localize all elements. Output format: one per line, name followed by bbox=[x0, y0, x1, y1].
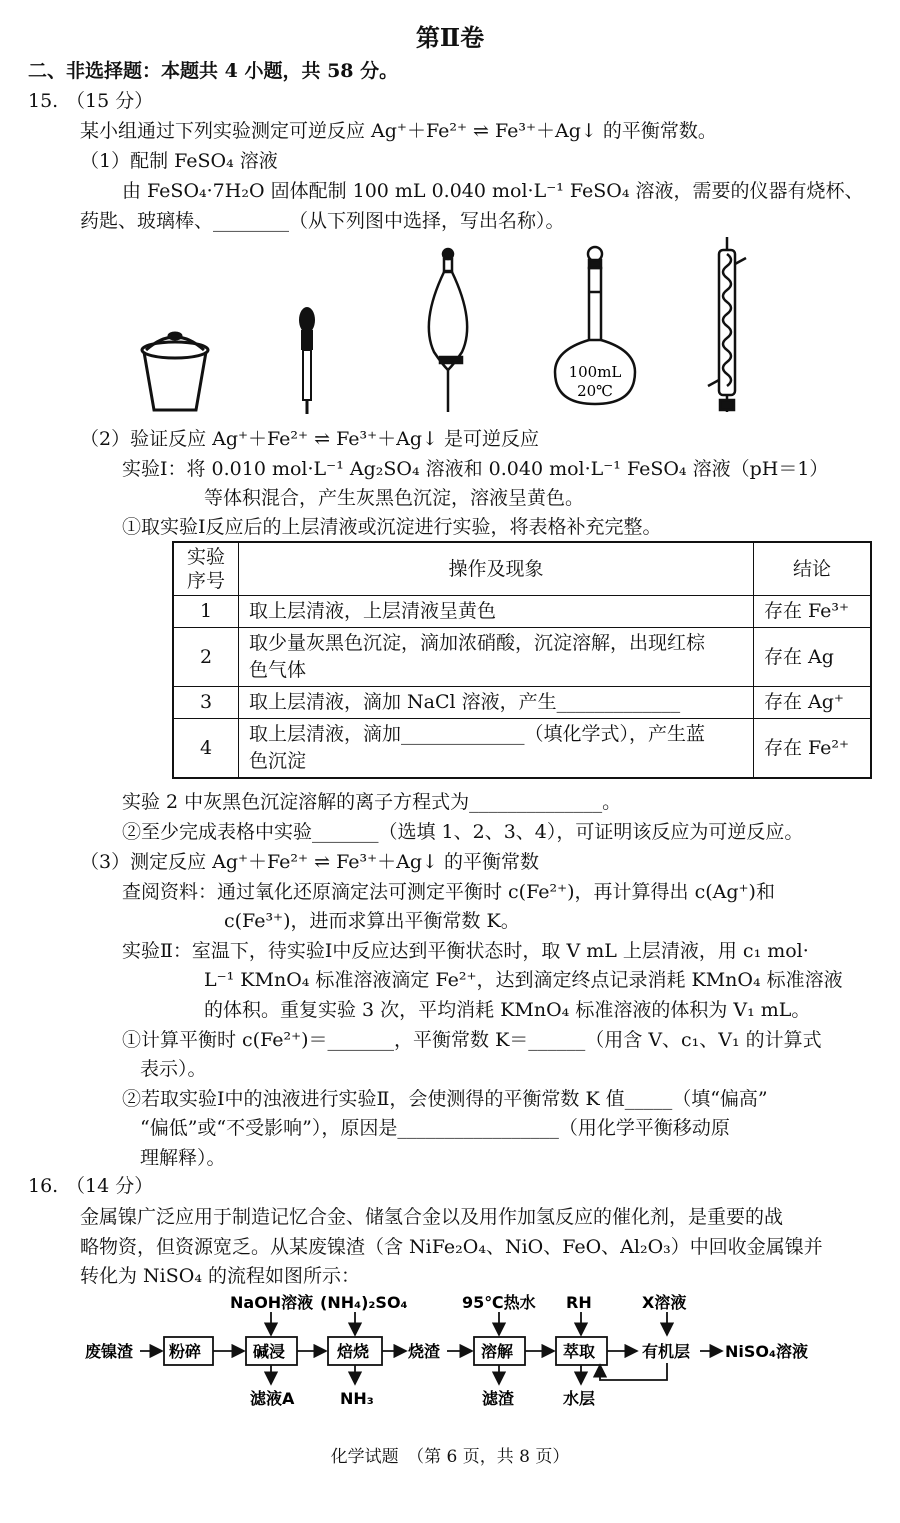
flow-input-x: X溶液 bbox=[642, 1293, 687, 1312]
row-no: 2 bbox=[173, 628, 239, 687]
dropper-icon bbox=[299, 307, 315, 414]
flow-output-aqueous: 水层 bbox=[563, 1389, 596, 1408]
table-header-row bbox=[173, 542, 871, 596]
row-no: 3 bbox=[173, 687, 239, 719]
q15-ref-line1: 查阅资料：通过氧化还原滴定法可测定平衡时 c(Fe²⁺)，再计算得出 c(Ag⁺)和 bbox=[122, 881, 775, 903]
row-op-line1: 取上层清液，上层清液呈黄色 bbox=[249, 600, 497, 622]
row-op bbox=[239, 628, 754, 687]
q15-exp2-line1: 实验Ⅱ：室温下，待实验Ⅰ中反应达到平衡状态时，取 V mL 上层清液，用 c₁ mol· bbox=[122, 940, 809, 962]
apparatus-figure bbox=[130, 232, 770, 422]
flow-input-naoh: NaOH溶液 bbox=[230, 1293, 314, 1312]
header-no bbox=[173, 542, 239, 596]
q16-number: 16. bbox=[28, 1175, 59, 1197]
row-no: 4 bbox=[173, 719, 239, 779]
flow-output-residue: 滤渣 bbox=[482, 1389, 515, 1408]
row-conclusion: 存在 Fe³⁺ bbox=[754, 596, 872, 628]
row-no: 1 bbox=[173, 596, 239, 628]
flow-input-water: 95℃热水 bbox=[462, 1293, 536, 1312]
header-conclusion: 结论 bbox=[754, 542, 872, 596]
header-op: 操作及现象 bbox=[239, 542, 754, 596]
flow-box-dissolve: 溶解 bbox=[481, 1342, 514, 1361]
row-op-line2: 色沉淀 bbox=[249, 750, 307, 772]
row-op bbox=[239, 719, 754, 779]
flow-box-roast: 焙烧 bbox=[337, 1342, 370, 1361]
q15-sub2: ②至少完成表格中实验_______（选填 1、2、3、4），可证明该反应为可逆反应。 bbox=[122, 821, 804, 843]
flow-end: NiSO₄溶液 bbox=[725, 1342, 809, 1361]
q15-intro: 某小组通过下列实验测定可逆反应 Ag⁺＋Fe²⁺ ⇌ Fe³⁺＋Ag↓ 的平衡常数。 bbox=[80, 120, 717, 142]
flow-box-crush: 粉碎 bbox=[169, 1342, 202, 1361]
table-row bbox=[173, 628, 871, 687]
row-conclusion: 存在 Ag bbox=[754, 628, 872, 687]
flow-mid: 烧渣 bbox=[408, 1342, 441, 1361]
table-row bbox=[173, 687, 871, 719]
process-flowchart bbox=[0, 1290, 900, 1420]
q15-exp1-line2: 等体积混合，产生灰黑色沉淀，溶液呈黄色。 bbox=[204, 487, 585, 509]
row-op-line1: 取上层清液，滴加 NaCl 溶液，产生_____________ bbox=[249, 691, 681, 713]
flow-output-nh3: NH₃ bbox=[340, 1389, 374, 1408]
q15-part2-title: （2）验证反应 Ag⁺＋Fe²⁺ ⇌ Fe³⁺＋Ag↓ 是可逆反应 bbox=[80, 428, 539, 450]
condenser-icon bbox=[708, 237, 746, 412]
q15-c1-line1: ①计算平衡时 c(Fe²⁺)＝_______，平衡常数 K＝______（用含 V、c₁、V₁ 的计算式 bbox=[122, 1029, 822, 1051]
row-op-line1: 取少量灰黑色沉淀，滴加浓硝酸，沉淀溶解，出现红棕 bbox=[249, 632, 706, 654]
q15-exp2-line2: L⁻¹ KMnO₄ 标准溶液滴定 Fe²⁺，达到滴定终点记录消耗 KMnO₄ 标准溶液 bbox=[204, 969, 843, 991]
flow-organic: 有机层 bbox=[642, 1342, 691, 1361]
row-conclusion: 存在 Ag⁺ bbox=[754, 687, 872, 719]
header-no-line1: 实验 bbox=[186, 546, 225, 568]
q15-c2-line1: ②若取实验Ⅰ中的浊液进行实验Ⅱ，会使测得的平衡常数 K 值_____（填“偏高” bbox=[122, 1088, 768, 1110]
q15-part3-title: （3）测定反应 Ag⁺＋Fe²⁺ ⇌ Fe³⁺＋Ag↓ 的平衡常数 bbox=[80, 851, 539, 873]
separatory-funnel-icon bbox=[429, 249, 467, 412]
row-op bbox=[239, 687, 754, 719]
section-heading: 二、非选择题：本题共 4 小题，共 58 分。 bbox=[28, 60, 399, 82]
q15-part1-title: （1）配制 FeSO₄ 溶液 bbox=[80, 150, 278, 172]
q15-ref-line2: c(Fe³⁺)，进而求算出平衡常数 K。 bbox=[224, 910, 520, 932]
flask-label-volume: 100mL bbox=[568, 363, 622, 381]
table-row bbox=[173, 719, 871, 779]
q15-sub1: ①取实验Ⅰ反应后的上层清液或沉淀进行实验，将表格补充完整。 bbox=[122, 516, 662, 538]
crucible-icon bbox=[142, 333, 208, 410]
q15-exp2-line3: 的体积。重复实验 3 次，平均消耗 KMnO₄ 标准溶液的体积为 V₁ mL。 bbox=[204, 999, 811, 1021]
experiment-table bbox=[172, 541, 872, 779]
row-op-line2: 色气体 bbox=[249, 659, 307, 681]
q15-part1-line2: 药匙、玻璃棒、________（从下列图中选择，写出名称）。 bbox=[80, 210, 565, 232]
q15-c2-line3: 理解释）。 bbox=[140, 1147, 226, 1169]
q15-part1-line1: 由 FeSO₄·7H₂O 固体配制 100 mL 0.040 mol·L⁻¹ FeSO₄ 溶液，需要的仪器有烧杯、 bbox=[122, 180, 864, 202]
flask-label-temp: 20℃ bbox=[577, 382, 613, 400]
q16-line3: 转化为 NiSO₄ 的流程如图所示： bbox=[80, 1265, 360, 1287]
q15-c2-line2: “偏低”或“不受影响”），原因是_________________（用化学平衡移动原 bbox=[140, 1117, 730, 1139]
flow-output-filtrate: 滤液A bbox=[250, 1389, 295, 1408]
flow-input-nh4so4: (NH₄)₂SO₄ bbox=[320, 1293, 408, 1312]
flow-box-alkali: 碱浸 bbox=[253, 1342, 286, 1361]
page-footer: 化学试题 （第 6 页，共 8 页） bbox=[330, 1447, 570, 1467]
q15-number: 15. bbox=[28, 90, 59, 112]
flow-box-extract: 萃取 bbox=[563, 1342, 596, 1361]
flow-start: 废镍渣 bbox=[85, 1342, 134, 1361]
row-conclusion: 存在 Fe²⁺ bbox=[754, 719, 872, 779]
q15-c1-line2: 表示）。 bbox=[140, 1058, 207, 1080]
q15-exp1-line1: 实验Ⅰ：将 0.010 mol·L⁻¹ Ag₂SO₄ 溶液和 0.040 mol·L⁻¹ FeSO₄ 溶液（pH＝1） bbox=[122, 458, 829, 480]
q16-line1: 金属镍广泛应用于制造记忆合金、储氢合金以及用作加氢反应的催化剂，是重要的战 bbox=[80, 1206, 784, 1228]
table-row bbox=[173, 596, 871, 628]
q15-after-table: 实验 2 中灰黑色沉淀溶解的离子方程式为______________。 bbox=[122, 791, 622, 813]
q16-score: （14 分） bbox=[66, 1175, 154, 1197]
row-op bbox=[239, 596, 754, 628]
flow-input-rh: RH bbox=[566, 1293, 592, 1312]
q16-line2: 略物资，但资源宽乏。从某废镍渣（含 NiFe₂O₄、NiO、FeO、Al₂O₃）中回收金属镍并 bbox=[80, 1236, 823, 1258]
page-title: 第Ⅱ卷 bbox=[415, 23, 485, 52]
q15-score: （15 分） bbox=[66, 90, 154, 112]
row-op-line1: 取上层清液，滴加_____________（填化学式），产生蓝 bbox=[249, 723, 706, 745]
header-no-line2: 序号 bbox=[186, 570, 225, 592]
